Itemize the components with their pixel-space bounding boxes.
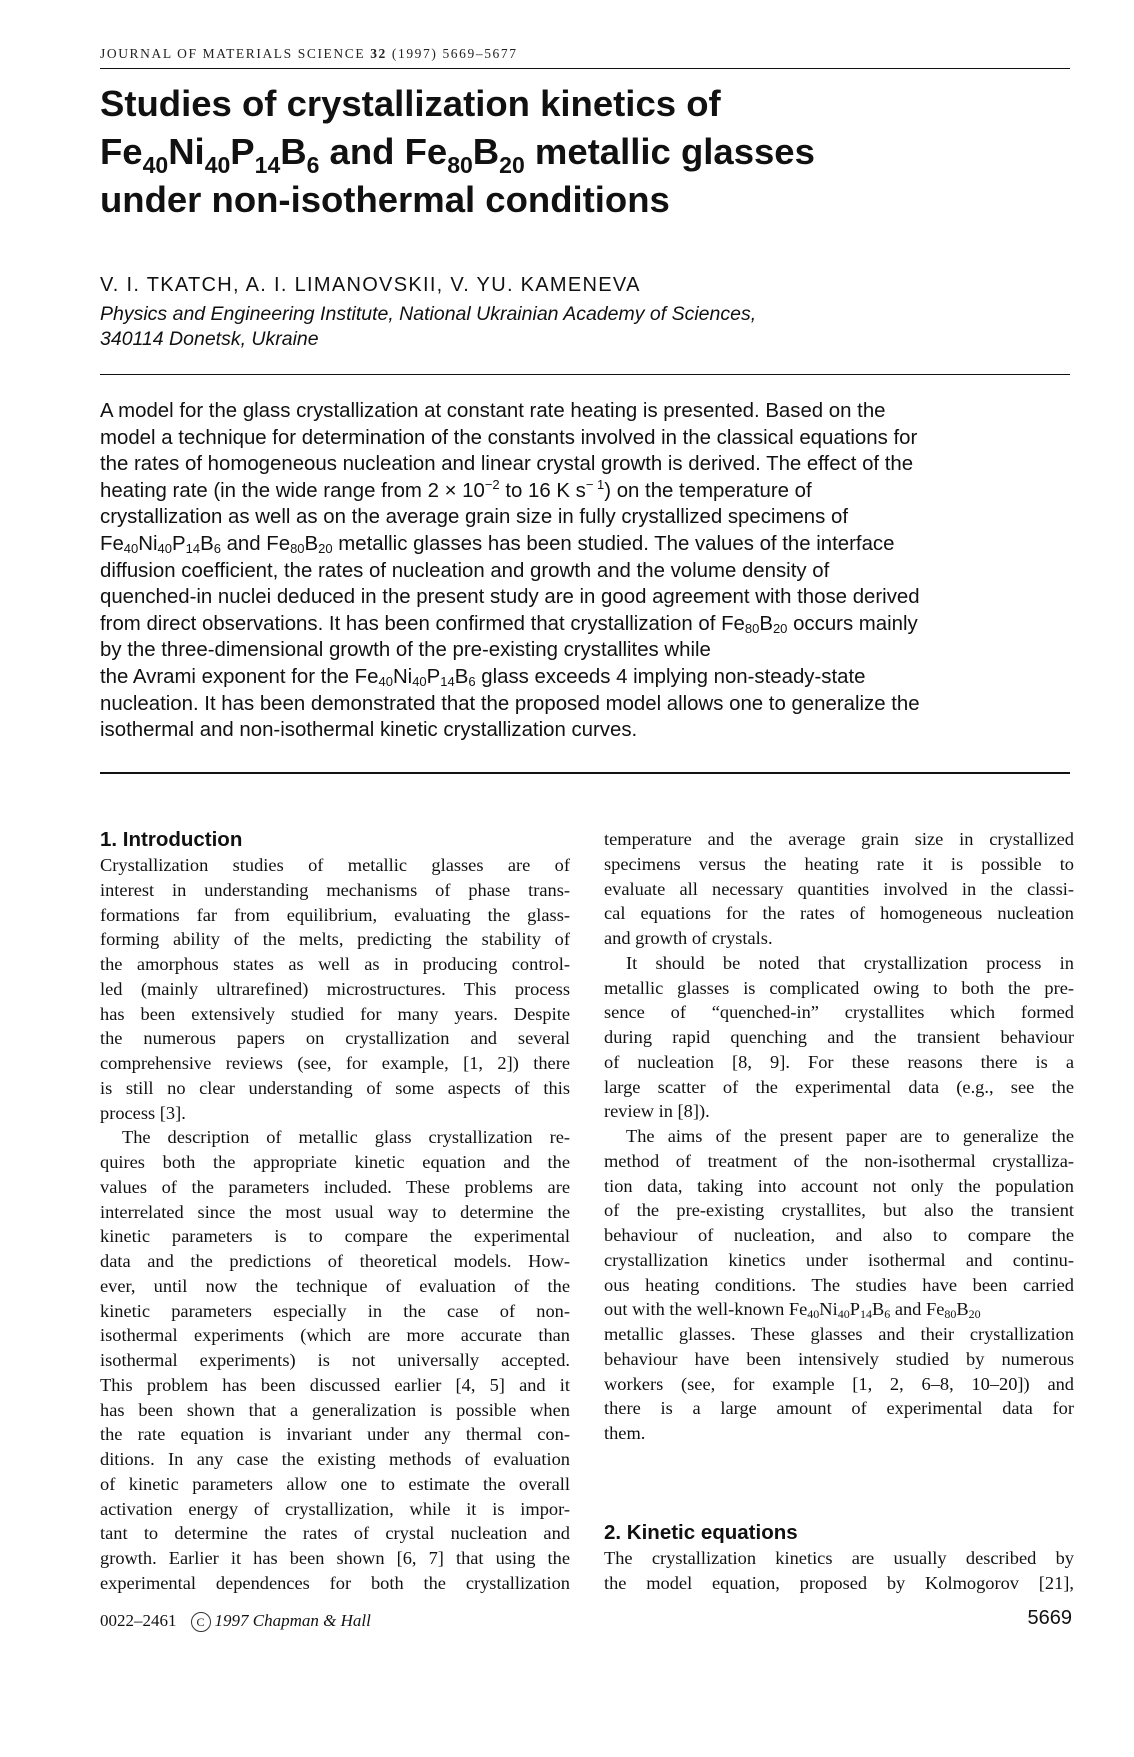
body-line: comprehensive reviews (see, for example, [1, 2]) there [100, 1053, 570, 1073]
header-rule [100, 68, 1070, 69]
body-line: The description of metallic glass crystallization re- [122, 1127, 570, 1148]
journal-header [100, 46, 518, 62]
paper-title [100, 80, 1060, 224]
abstract-line: diffusion coefficient, the rates of nucleation and growth and the volume density of [100, 559, 830, 582]
body-line: of the pre-existing crystallites, but also the transient [604, 1200, 1074, 1221]
body-line: ditions. In any case the existing methods of evaluation [100, 1449, 570, 1469]
body-line: workers (see, for example [1, 2, 6–8, 10–20]) and [604, 1373, 1074, 1394]
body-line: interest in understanding mechanisms of phase trans- [100, 879, 570, 900]
body-line: kinetic parameters is to compare the experimental [100, 1226, 570, 1247]
body-line: growth. Earlier it has been shown [6, 7] that using the [100, 1548, 570, 1568]
abstract-line: from direct observations. It has been confirmed that crystallization of $Fe_{80}B_{20}$ occurs mainly [100, 612, 918, 636]
body-line: It should be noted that crystallization process in [626, 952, 1074, 973]
body-line: the numerous papers on crystallization and several [100, 1028, 570, 1049]
body-line: the model equation, proposed by Kolmogorov [21], [604, 1572, 1074, 1593]
section-heading-kinetic-equations: 2. Kinetic equations [604, 1520, 798, 1544]
body-line: and growth of crystals. [604, 928, 773, 948]
body-line: metallic glasses is complicated owing to both the pre- [604, 977, 1074, 998]
body-line: led (mainly ultrarefined) microstructures. This process [100, 978, 570, 999]
body-line: metallic glasses. These glasses and their crystallization [604, 1324, 1074, 1344]
body-line: tant to determine the rates of crystal nucleation and [100, 1523, 570, 1544]
body-line: experimental dependences for both the crystallization [100, 1572, 570, 1593]
journal-name: JOURNAL OF MATERIALS SCIENCE [100, 46, 366, 61]
body-line: temperature and the average grain size in crystallized [604, 829, 1074, 849]
body-line: of kinetic parameters allow one to estimate the overall [100, 1473, 570, 1494]
abstract-top-rule [100, 374, 1070, 375]
journal-volume: 32 [370, 46, 387, 61]
body-line: process [3]. [100, 1102, 186, 1123]
right-column [604, 827, 1074, 1595]
body-line: forming ability of the melts, predicting the stability of [100, 929, 570, 950]
body-line: behaviour have been intensively studied by numerous [604, 1348, 1074, 1369]
title-line-2: $Fe_{40}Ni_{40}P_{14}B_6$ and $Fe_{80}B_{20}$ metallic glasses [100, 131, 815, 178]
body-line: values of the parameters included. These problems are [100, 1176, 570, 1197]
body-line: sence of “quenched-in” crystallites which formed [604, 1002, 1074, 1023]
abstract [100, 398, 1076, 744]
abstract-line: heating rate (in the wide range from $2 \times 10^{-2}$ to 16 K $s^{- 1}$) on the temperature of [100, 476, 812, 502]
body-line: The aims of the present paper are to generalize the [626, 1126, 1074, 1146]
body-line: evaluate all necessary quantities involved in the classi- [604, 878, 1074, 899]
body-line: there is a large amount of experimental data for [604, 1398, 1074, 1419]
body-line: activation energy of crystallization, while it is impor- [100, 1498, 570, 1519]
title-line-3: under non-isothermal conditions [100, 179, 670, 220]
body-line: interrelated since the most usual way to determine the [100, 1201, 570, 1222]
body-line: specimens versus the heating rate it is possible to [604, 853, 1074, 874]
body-line: ous heating conditions. The studies have been carried [604, 1274, 1074, 1295]
body-line: crystallization kinetics under isothermal and continu- [604, 1249, 1074, 1270]
body-line: Crystallization studies of metallic glasses are of [100, 855, 570, 875]
body-line: the amorphous states as well as in producing control- [100, 954, 570, 974]
abstract-bottom-rule [100, 772, 1070, 774]
abstract-line: A model for the glass crystallization at constant rate heating is presented. Based on the [100, 400, 886, 422]
body-line: tion data, taking into account not only the population [604, 1175, 1074, 1196]
abstract-line: quenched-in nuclei deduced in the present study are in good agreement with those derived [100, 586, 920, 609]
abstract-line: nucleation. It has been demonstrated that the proposed model allows one to generalize the [100, 692, 920, 715]
authors: V. I. TKATCH, A. I. LIMANOVSKII, V. YU. KAMENEVA [100, 274, 641, 296]
abstract-line: model a technique for determination of the constants involved in the classical equations for [100, 426, 918, 449]
body-line: large scatter of the experimental data (e.g., see the [604, 1076, 1074, 1097]
left-column [100, 827, 570, 1596]
affiliation-line-1: Physics and Engineering Institute, National Ukrainian Academy of Sciences, [100, 303, 757, 325]
column-spacer [604, 1446, 1074, 1520]
issn: 0022–2461 [100, 1611, 177, 1630]
abstract-line: $Fe_{40}Ni_{40}P_{14}B_6$ and $Fe_{80}B_{20}$ metallic glasses has been studied. The values of the interface [100, 532, 895, 556]
body-line: kinetic parameters especially in the case of non- [100, 1300, 570, 1321]
footer-copyright [100, 1611, 371, 1632]
body-line: of nucleation [8, 9]. For these reasons there is a [604, 1051, 1074, 1072]
body-line: behaviour of nucleation, and also to compare the [604, 1225, 1074, 1245]
journal-year-pages: (1997) 5669–5677 [391, 46, 518, 61]
body-line: ever, until now the technique of evaluation of the [100, 1275, 570, 1296]
body-line: cal equations for the rates of homogeneous nucleation [604, 903, 1074, 924]
body-line: has been shown that a generalization is possible when [100, 1399, 570, 1420]
copyright-icon: C [191, 1612, 211, 1632]
body-line: quires both the appropriate kinetic equation and the [100, 1152, 570, 1172]
abstract-line: crystallization as well as on the average grain size in fully crystallized specimens of [100, 506, 848, 529]
body-line: isothermal experiments) is not universally accepted. [100, 1350, 570, 1370]
body-line: This problem has been discussed earlier [4, 5] and it [100, 1374, 570, 1395]
body-line: out with the well-known $Fe_{40}Ni_{40}P_{14}B_6$ and $Fe_{80}B_{20}$ [604, 1299, 981, 1322]
page-number: 5669 [1027, 1607, 1072, 1629]
body-line: the rate equation is invariant under any thermal con- [100, 1424, 570, 1445]
body-line: method of treatment of the non-isothermal crystalliza- [604, 1150, 1074, 1171]
abstract-line: the Avrami exponent for the $Fe_{40}Ni_{40}P_{14}B_6$ glass exceeds 4 implying non-steady-state [100, 665, 866, 689]
abstract-line: by the three-dimensional growth of the pre-existing crystallites while [100, 639, 711, 662]
body-line: The crystallization kinetics are usually described by [604, 1547, 1074, 1568]
abstract-line: isothermal and non-isothermal kinetic crystallization curves. [100, 719, 638, 742]
affiliation-line-2: 340114 Donetsk, Ukraine [100, 328, 319, 350]
section-heading-introduction: 1. Introduction [100, 828, 243, 851]
body-line: during rapid quenching and the transient behaviour [604, 1027, 1074, 1047]
body-line: them. [604, 1423, 646, 1443]
body-line: has been extensively studied for many years. Despite [100, 1003, 570, 1024]
body-line: data and the predictions of theoretical models. How- [100, 1251, 570, 1271]
body-line: formations far from equilibrium, evaluating the glass- [100, 904, 570, 925]
affiliation [100, 302, 1060, 352]
body-line: is still no clear understanding of some aspects of this [100, 1077, 570, 1098]
body-line: isothermal experiments (which are more accurate than [100, 1325, 570, 1346]
title-line-1: Studies of crystallization kinetics of [100, 83, 721, 124]
abstract-line: the rates of homogeneous nucleation and linear crystal growth is derived. The effect of the [100, 453, 914, 476]
body-line: review in [8]). [604, 1101, 710, 1122]
publisher: 1997 Chapman & Hall [214, 1611, 371, 1630]
